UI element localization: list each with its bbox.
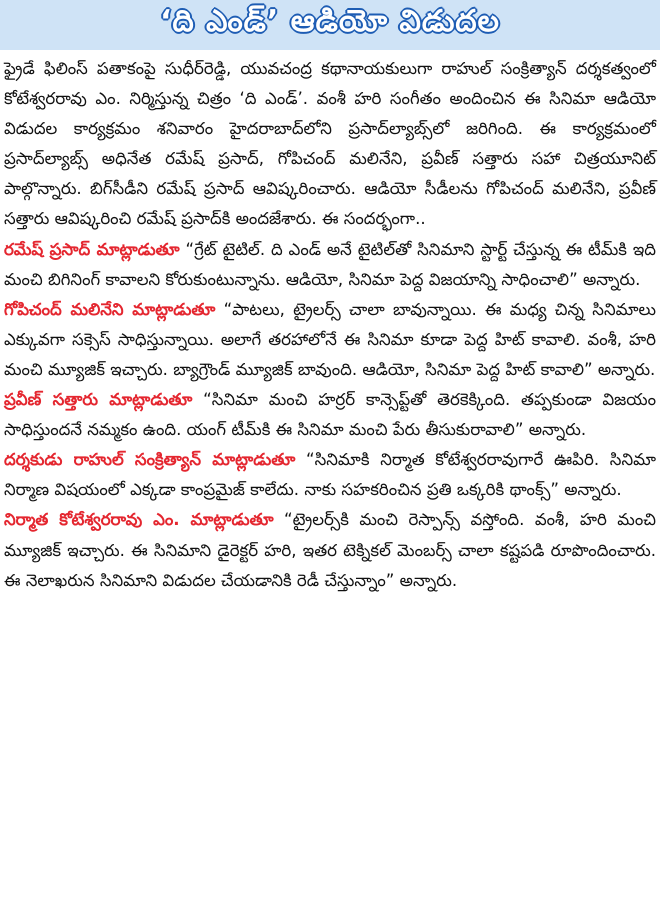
- quote-paragraph-praveen: [4, 385, 656, 445]
- intro-paragraph: [4, 54, 656, 235]
- quote-paragraph-director: [4, 445, 656, 505]
- speaker-label: నిర్మాత కోటేశ్వరరావు ఎం. మాట్లాడుతూ: [4, 510, 274, 530]
- speaker-label: దర్శకుడు రాహుల్ సంక్రిత్యాన్ మాట్లాడుతూ: [4, 450, 296, 470]
- quote-text: “సినిమాకి నిర్మాత కోటేశ్వరరావుగారే ఊపిరి. సినిమా నిర్మాణ విషయంలో ఎక్కడా కాంప్రమైజ్ కాలేదు. నాకు సహకరించిన ప్రతి ఒక్కరికి థాంక్స్” అన్నారు.: [4, 450, 656, 500]
- speaker-label: గోపిచంద్ మలినేని మాట్లాడుతూ: [4, 299, 216, 319]
- article-body: [4, 54, 656, 596]
- quote-paragraph-gopichand: [4, 295, 656, 385]
- quote-text: “గ్రేట్ టైటిల్. ది ఎండ్ అనే టైటిల్‌తో సినిమాని స్టార్ట్ చేస్తున్న ఈ టీమ్‌కి ఇది మంచి బిగినింగ్ కావాలని కోరుకుంటున్నాను. ఆడియో, సినిమా పెద్ద విజయాన్ని సాధించాలి” అన్నారు.: [4, 239, 656, 289]
- speaker-label: ప్రవీణ్ సత్తారు మాట్లాడుతూ: [4, 390, 193, 410]
- quote-text: “పాటలు, ట్రైలర్స్ చాలా బావున్నాయి. ఈ మధ్య చిన్న సినిమాలు ఎక్కువగా సక్సెస్ సాధిస్తున్నాయి. అలాగే తరహాలోనే ఈ సినిమా కూడా పెద్ద హిట్ కావాలి. వంశీ, హరి మంచి మ్యూజిక్ ఇచ్చారు. బ్యాగ్రౌండ్ మ్యూజిక్ బావుంది. ఆడియో, సినిమా పెద్ద హిట్ కావాలి” అన్నారు.: [4, 299, 656, 379]
- quote-text: “ట్రైలర్స్‌కి మంచి రెస్పాన్స్ వస్తోంది. వంశీ, హరి మంచి మ్యూజిక్ ఇచ్చారు. ఈ సినిమాని డైరెక్టర్ హరి, ఇతర టెక్నికల్ మెంబర్స్ చాలా కష్టపడి రూపొందించారు. ఈ నెలాఖరున సినిమాని విడుదల చేయడానికి రెడీ చేస్తున్నాం” అన్నారు.: [4, 510, 656, 590]
- quote-paragraph-producer: [4, 505, 656, 595]
- article-title: ‘ది ఎండ్’ ఆడియో విడుదల: [160, 4, 500, 39]
- speaker-label: రమేష్ ప్రసాద్ మాట్లాడుతూ: [4, 239, 180, 259]
- quote-paragraph-ramesh: [4, 235, 656, 295]
- quote-text: “సినిమా మంచి హర్రర్ కాన్సెప్ట్‌తో తెరకెక్కింది. తప్పకుండా విజయం సాధిస్తుందనే నమ్మకం ఉంది. యంగ్ టీమ్‌కి ఈ సినిమా మంచి పేరు తీసుకురావాలి” అన్నారు.: [4, 390, 656, 440]
- title-banner: [0, 0, 660, 50]
- paragraph-text: ఫ్రైడే ఫిలింస్ పతాకంపై సుధీర్‌రెడ్డి, యువచంద్ర కథానాయకులుగా రాహుల్ సంక్రిత్యాన్ దర్శకత్వంలో కోటేశ్వరరావు ఎం. నిర్మిస్తున్న చిత్రం ‘ది ఎండ్’. వంశీ హరి సంగీతం అందించిన ఈ సినిమా ఆడియో విడుదల కార్యక్రమం శనివారం హైదరాబాద్‌లోని ప్రసాద్‌ల్యాబ్స్‌లో జరిగింది. ఈ కార్యక్రమంలో ప్రసాద్‌ల్యాబ్స్ అధినేత రమేష్ ప్రసాద్, గోపిచంద్ మలినేని, ప్రవీణ్ సత్తారు సహా చిత్రయూనిట్ పాల్గొన్నారు. బిగ్‌సీడీని రమేష్ ప్రసాద్ ఆవిష్కరించారు. ఆడియో సీడీలను గోపిచంద్ మలినేని, ప్రవీణ్ సత్తారు ఆవిష్కరించి రమేష్ ప్రసాద్‌కి అందజేశారు. ఈ సందర్భంగా..: [4, 59, 656, 229]
